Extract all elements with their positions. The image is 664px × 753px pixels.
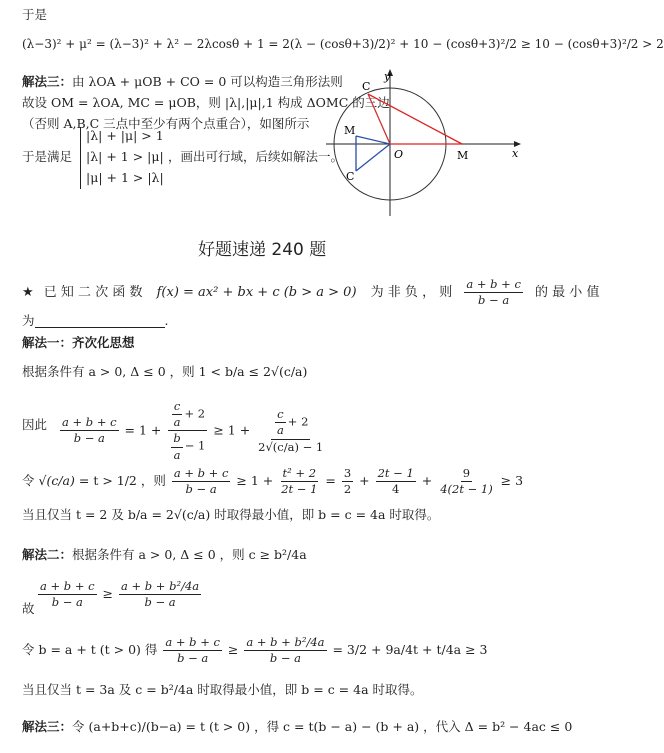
x-label: x	[512, 147, 519, 160]
origin-label: O	[394, 148, 404, 161]
target-fraction	[464, 278, 523, 307]
sol3-label: 解法三：	[22, 719, 73, 734]
sol1-line4: 当且仅当 t = 2 及 b/a = 2√(c/a) 时取得最小值，即 b = c = 4a 时取得。	[22, 507, 440, 522]
sol2-line1	[22, 548, 307, 562]
sol2-line3: 令 b = a + t (t > 0) 得 $\frac{a + b + c}{b - a}$ ≥ $\frac{\text{a + b + b²/4a}}{b - a}$ = 3/2 + 9a/4t + t/4a ≥ 3	[22, 635, 488, 666]
ineq-1: |λ| + |μ| > 1	[86, 128, 164, 143]
problem-text-a: 已 知 二 次 函 数	[43, 285, 143, 301]
problem-text-c: 的 最 小 值	[535, 285, 600, 301]
answer-blank	[35, 315, 165, 328]
sol1-line1: 根据条件有 a > 0, Δ ≤ 0 ，则 1 < b/a ≤ 2√(c/a)	[22, 364, 308, 379]
method3-line2: 故设 OM = λOA, MC = μOB，则 |λ|,|μ|,1 构成 ΔOMC 的三边	[22, 95, 390, 110]
problem-func: f(x) = ax² + bx + c (b > a > 0)	[156, 285, 357, 301]
sol1-let: 令	[22, 473, 35, 489]
method3-text: 由 λOA + μOB + CO = 0 可以构造三角形法则	[72, 74, 343, 89]
method3-line3: （否则 A,B,C 三点中至少有两个点重合），如图所示	[22, 116, 310, 131]
segment-OC-bottom	[356, 144, 390, 171]
sol2-let: 令 b = a + t (t > 0) 得	[22, 642, 158, 658]
C-bottom-label: C	[346, 170, 355, 183]
sol2-text: 根据条件有 a > 0, Δ ≤ 0 ，则 c ≥ b²/4a	[72, 547, 307, 562]
problem-line	[22, 278, 599, 307]
problem-text-e: .	[164, 313, 169, 328]
segment-OC-top	[368, 94, 390, 144]
ineq-2: |λ| + 1 > |μ|	[86, 149, 164, 164]
target-fraction-den: b − a	[478, 293, 510, 308]
problem-text-b: 为 非 负 ， 则	[370, 285, 453, 301]
sol2-label: 解法二：	[22, 547, 73, 562]
section-title: 好题速递 240 题	[198, 240, 327, 260]
ineq-3: |μ| + 1 > |λ|	[86, 170, 164, 185]
feasible-suffix: ，画出可行域，后续如解法一。	[168, 149, 344, 164]
segment-CM-right	[368, 94, 462, 144]
answer-line	[22, 314, 169, 328]
inequality-brace	[80, 127, 81, 189]
sol1-label: 解法一：齐次化思想	[22, 335, 135, 350]
circle-figure	[322, 66, 522, 222]
sol3-line1	[22, 720, 572, 734]
star-icon: ★	[22, 285, 34, 301]
problem-text-d: 为	[22, 313, 35, 328]
y-label: y	[384, 70, 391, 83]
sol2-bound: = 3/2 + 9a/4t + t/4a ≥ 3	[332, 642, 488, 658]
target-fraction-num: a + b + c	[464, 278, 523, 293]
sol1-line2-prefix: 因此	[22, 417, 48, 432]
sol2-line4: 当且仅当 t = 3a 及 c = b²/4a 时取得最小值，即 b = c = 4a 时取得。	[22, 682, 423, 697]
text-therefore: 于是	[22, 7, 48, 22]
segment-OM-left	[356, 136, 390, 144]
method3-label: 解法三：	[22, 74, 73, 89]
sol2-prefix: 故	[22, 601, 35, 616]
sol3-text: 令 (a+b+c)/(b−a) = t (t > 0) ，得 c = t(b − a) − (b + a) ，代入 Δ = b² − 4ac ≤ 0	[72, 719, 573, 734]
sol1-line3: 令 √(c/a) = t > 1/2 ，则 $\frac{a + b + c}{b - a}$ ≥ 1 + $\frac{\text{t² + 2}}{2t - 1}$ = $\frac{3}{2}$ + $\frac{2t - 1}{4}$ + $\frac{9}{4(2t - 1)}$ ≥ 3	[22, 466, 524, 497]
M-left-label: M	[344, 124, 356, 137]
feasible-prefix: 于是满足	[22, 149, 73, 164]
equation-lambda-mu: (λ−3)² + μ² = (λ−3)² + λ² − 2λcosθ + 1 = 2(λ − (cosθ+3)/2)² + 10 − (cosθ+3)²/2 ≥ 10 − (cosθ+3)²/2 > 2	[22, 37, 664, 51]
method3-line	[22, 75, 343, 89]
M-right-label: M	[457, 149, 469, 162]
sol2-derivation: $\frac{a + b + c}{b - a}$ ≥ $\frac{\text{a + b + b²/4a}}{b - a}$	[40, 579, 200, 610]
sol1-derivation: $\frac{a + b + c}{b - a}$ = 1 + $\frac{c}{a}$ + 2 $\frac{b}{a}$ − 1 ≥ 1 + $\frac{c}{a}$ + 2 2√(c/a) − 1	[62, 399, 324, 462]
C-top-label: C	[362, 80, 371, 93]
sol1-t-def: = t > 1/2 ，则	[78, 473, 166, 489]
